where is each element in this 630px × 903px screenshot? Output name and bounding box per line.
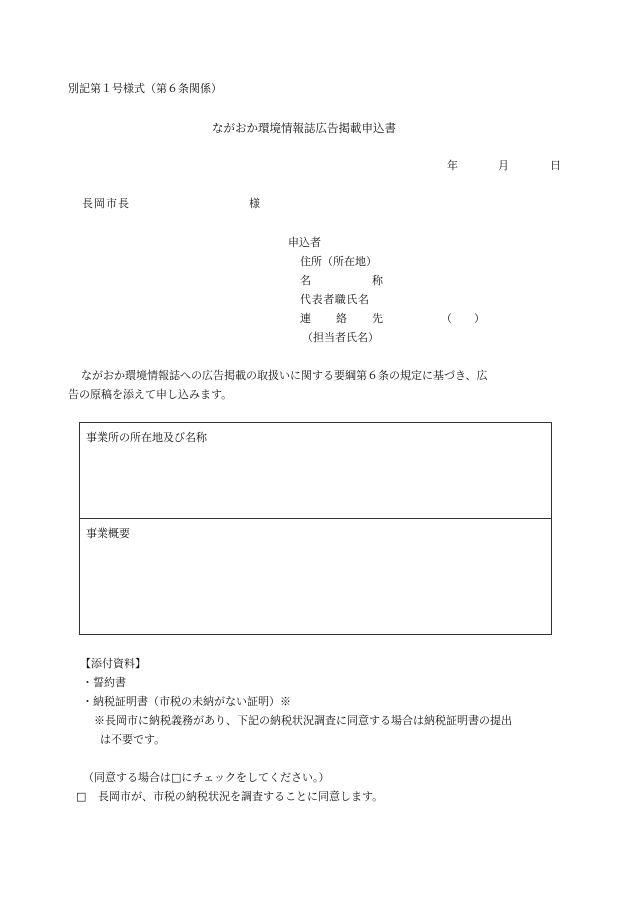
applicant-contact-label-b: 絡 bbox=[336, 312, 347, 325]
attachment-item-tax-certificate: ・納税証明書（市税の未納がない証明）※ bbox=[82, 695, 291, 708]
form-title: ながおか環境情報誌広告掲載申込書 bbox=[212, 121, 396, 135]
consent-checkbox[interactable]: □ bbox=[76, 790, 87, 803]
addressee-name: 長岡市長 bbox=[82, 197, 130, 210]
consent-label: 長岡市が、市税の納税状況を調査することに同意します。 bbox=[98, 790, 384, 803]
consent-instruction: （同意する場合は□にチェックをしてください。） bbox=[83, 771, 330, 784]
table-row-divider bbox=[80, 518, 551, 519]
business-location-name-label: 事業所の所在地及び名称 bbox=[86, 431, 207, 444]
attachments-heading: 【添付資料】 bbox=[80, 657, 146, 670]
applicant-person-in-charge-label: （担当者氏名） bbox=[302, 331, 379, 344]
applicant-address-label: 住所（所在地） bbox=[300, 255, 377, 268]
date-day-label: 日 bbox=[550, 159, 561, 172]
attachment-item-pledge: ・誓約書 bbox=[82, 676, 126, 689]
addressee-suffix: 様 bbox=[249, 197, 260, 210]
date-month-label: 月 bbox=[498, 159, 509, 172]
applicant-heading: 申込者 bbox=[288, 236, 321, 249]
attachment-note-line-1: ※長岡市に納税義務があり、下記の納税状況調査に同意する場合は納税証明書の提出 bbox=[94, 714, 512, 727]
form-reference: 別記第１号様式（第６条関係） bbox=[68, 82, 222, 95]
date-year-label: 年 bbox=[447, 159, 458, 172]
applicant-name-label-a: 名 bbox=[300, 274, 311, 287]
business-overview-label: 事業概要 bbox=[86, 527, 130, 540]
applicant-representative-label: 代表者職氏名 bbox=[300, 293, 370, 306]
applicant-contact-label-a: 連 bbox=[300, 312, 311, 325]
applicant-name-label-b: 称 bbox=[372, 274, 383, 287]
business-info-table bbox=[79, 422, 552, 635]
applicant-contact-label-c: 先 bbox=[372, 312, 383, 325]
phone-parentheses: （ ） bbox=[441, 312, 485, 325]
body-text-line-1: ながおか環境情報誌への広告掲載の取扱いに関する要綱第６条の規定に基づき、広 bbox=[81, 369, 488, 382]
attachment-note-line-2: は不要です。 bbox=[100, 733, 166, 746]
body-text-line-2: 告の原稿を添えて申し込みます。 bbox=[68, 388, 233, 401]
